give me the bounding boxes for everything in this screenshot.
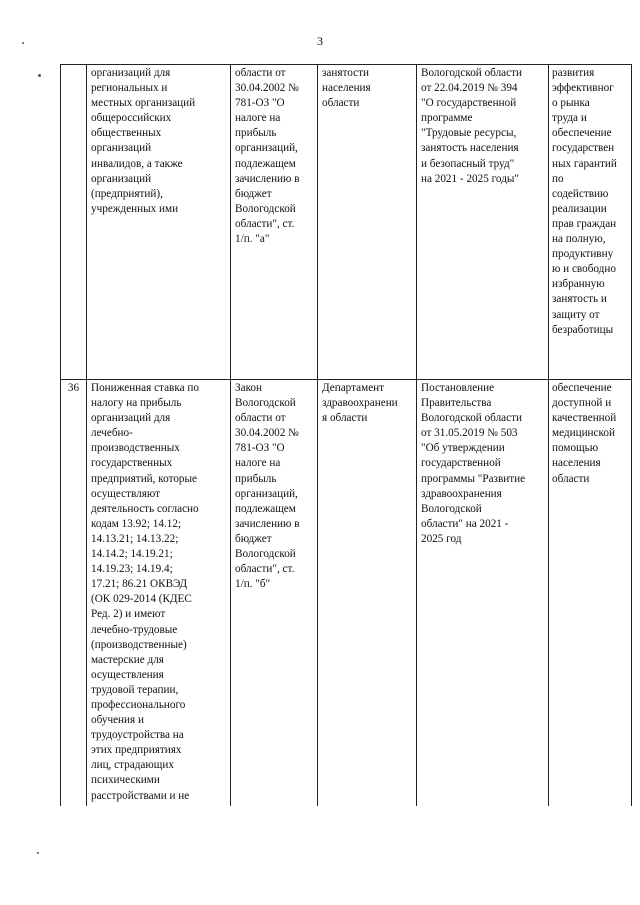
page-number: 3 (317, 34, 323, 48)
curator-cell: занятости населения области (318, 65, 417, 380)
legal-act-cell: области от 30.04.2002 № 781-ОЗ "О налоге на прибыль организаций, подлежащем зачислению в бюджет Вологодской области", ст. 1/п. "а" (231, 65, 318, 380)
benefit-description-cell: Пониженная ставка по налогу на прибыль организаций для лечебно- производственных государственных предприятий, которые осуществляют деятельность согласно кодам 13.92; 14.12; 14.13.21; 14.13.22; 14.14.2; 14.19.21; 14.19.23; 14.19.4; 17.21; 86.21 ОКВЭД (ОК 029-2014 (КДЕС Ред. 2) и имеют лечебно-трудовые (производственные) мастерские для осуществления трудовой терапии, профессионального обучения и трудоустройства на этих предприятиях лиц, страдающих психическими расстройствами и не (87, 380, 231, 806)
benefit-description-cell: организаций для региональных и местных организаций общероссийских общественных организаций инвалидов, а также организаций (предприятий), учрежденных ими (87, 65, 231, 380)
table-row (61, 380, 632, 806)
row-number-cell: 36 (61, 380, 87, 806)
program-cell: Вологодской области от 22.04.2019 № 394 "О государственной программе "Трудовые ресурсы, занятость населения и безопасный труд" на 2021 - 2025 годы" (417, 65, 549, 380)
scan-speck (37, 852, 39, 854)
program-cell: Постановление Правительства Вологодской области от 31.05.2019 № 503 "Об утверждении государственной программы "Развитие здравоохранения Вологодской области" на 2021 - 2025 год (417, 380, 549, 806)
scan-speck (22, 42, 24, 44)
row-number-cell (61, 65, 87, 380)
scan-speck (38, 74, 41, 77)
goal-cell: развития эффективног о рынка труда и обеспечение государствен ных гарантий по содействию реализации прав граждан на полную, продуктивну ю и свободно избранную занятость и защиту от безработицы (549, 65, 632, 380)
curator-cell: Департамент здравоохранени я области (318, 380, 417, 806)
tax-benefits-table (60, 64, 632, 806)
table-row (61, 65, 632, 380)
goal-cell: обеспечение доступной и качественной медицинской помощью населения области (549, 380, 632, 806)
legal-act-cell: Закон Вологодской области от 30.04.2002 № 781-ОЗ "О налоге на прибыль организаций, подлежащем зачислению в бюджет Вологодской области", ст. 1/п. "б" (231, 380, 318, 806)
